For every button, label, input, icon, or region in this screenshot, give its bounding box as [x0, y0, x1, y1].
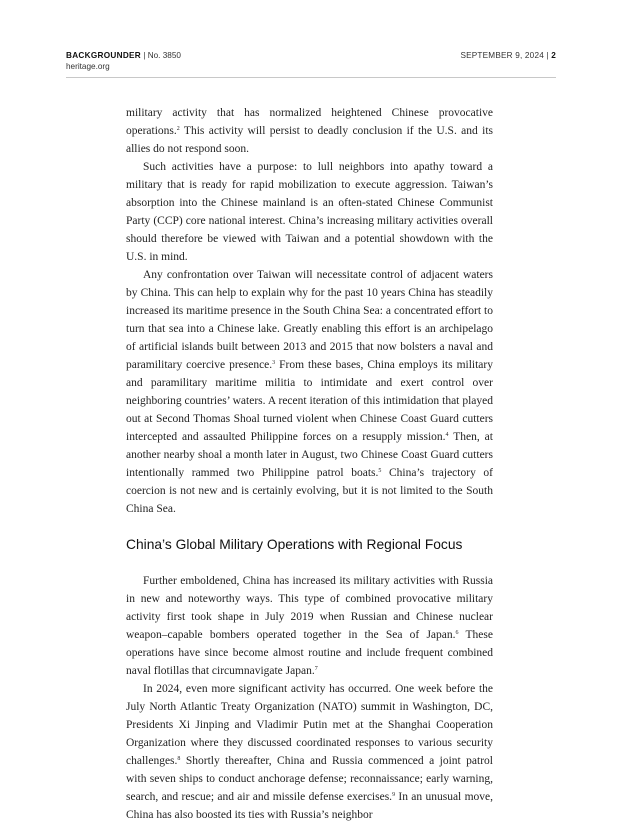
- publication-date: SEPTEMBER 9, 2024: [460, 51, 544, 60]
- footnote-ref[interactable]: 6: [455, 630, 459, 636]
- paragraph: [126, 680, 493, 824]
- paragraph-text: From these bases, China employs its military and paramilitary maritime militia to intimidate and exert control over neighboring countries’ waters. A recent iteration of this intimidation that played out at Second Thomas Shoal turned violent when Chinese Coast Guard cutters intercepted and assaulted Philippine forces on a resupply mission.: [126, 359, 493, 443]
- paragraph-text: Then, at another nearby shoal a month later in August, two Chinese Coast Guard cutters intentionally rammed two Philippine patrol boats.: [126, 431, 493, 479]
- series-number: No. 3850: [147, 51, 181, 60]
- series-line: [66, 50, 181, 61]
- running-header-right: [460, 50, 556, 61]
- page-number: 2: [551, 51, 556, 60]
- footnote-ref[interactable]: 5: [378, 468, 382, 474]
- footnote-ref[interactable]: 3: [272, 360, 276, 366]
- section-heading: China’s Global Military Operations with Regional Focus: [126, 537, 463, 552]
- paragraph-text: This activity will persist to deadly conclusion if the U.S. and its allies do not respond soon.: [126, 125, 493, 155]
- paragraph: [126, 266, 493, 518]
- footnote-ref[interactable]: 9: [392, 792, 396, 798]
- footnote-ref[interactable]: 7: [314, 666, 318, 672]
- header-rule: [66, 77, 556, 78]
- paragraph-text: Such activities have a purpose: to lull neighbors into apathy toward a military that is ready for rapid mobilization to execute aggression. Taiwan’s absorption into the Chinese mainland is an often-stated Chinese Communist Party (CCP) core national interest. China’s increasing military activities overall should therefore be viewed with Taiwan and a potential showdown with the U.S. in mind.: [126, 161, 493, 263]
- paragraph: [126, 104, 493, 158]
- paragraph-text: In 2024, even more significant activity has occurred. One week before the July North Atlantic Treaty Organization (NATO) summit in Washington, DC, Presidents Xi Jinping and Vladimir Putin met at the Shanghai Cooperation Organization where they discussed coordinated responses to various security challenges.: [126, 683, 493, 767]
- paragraph: [126, 158, 493, 266]
- site-url[interactable]: heritage.org: [66, 62, 110, 71]
- paragraph-text: Shortly thereafter, China and Russia commenced a joint patrol with seven ships to conduct anchorage defense; reconnaissance; early warning, search, and rescue; and air and missile defense exercises.: [126, 755, 493, 803]
- running-header-left: [66, 50, 181, 72]
- footnote-ref[interactable]: 8: [177, 756, 181, 762]
- series-name: BACKGROUNDER: [66, 51, 142, 60]
- paragraph-text: military activity that has normalized heightened Chinese provocative operations.: [126, 107, 493, 137]
- paragraph-text: Further emboldened, China has increased its military activities with Russia in new and noteworthy ways. This type of combined provocative military activity first took shape in July 2019 when Russian and Chinese nuclear weapon–capable bombers operated together in the Sea of Japan.: [126, 575, 493, 641]
- paragraph-text: These operations have since become almost routine and include frequent combined naval flotillas that circumnavigate Japan.: [126, 629, 493, 677]
- footnote-ref[interactable]: 4: [445, 432, 449, 438]
- footnote-ref[interactable]: 2: [176, 126, 180, 132]
- paragraph-text: China’s trajectory of coercion is not new and is certainly evolving, but it is not limited to the South China Sea.: [126, 467, 494, 515]
- paragraph-text: Any confrontation over Taiwan will necessitate control of adjacent waters by China. This can help to explain why for the past 10 years China has steadily increased its maritime presence in the South China Sea: a concentrated effort to turn that sea into a Chinese lake. Greatly enabling this effort is an archipelago of artificial islands built between 2013 and 2015 that now bolsters a naval and paramilitary coercive presence.: [126, 269, 493, 371]
- header-separator-right: |: [543, 51, 552, 60]
- article-body: [126, 104, 493, 824]
- paragraph-text: In an unusual move, China has also boosted its ties with Russia’s neighbor: [126, 791, 493, 821]
- header-separator: |: [141, 51, 148, 60]
- paragraph: [126, 572, 493, 680]
